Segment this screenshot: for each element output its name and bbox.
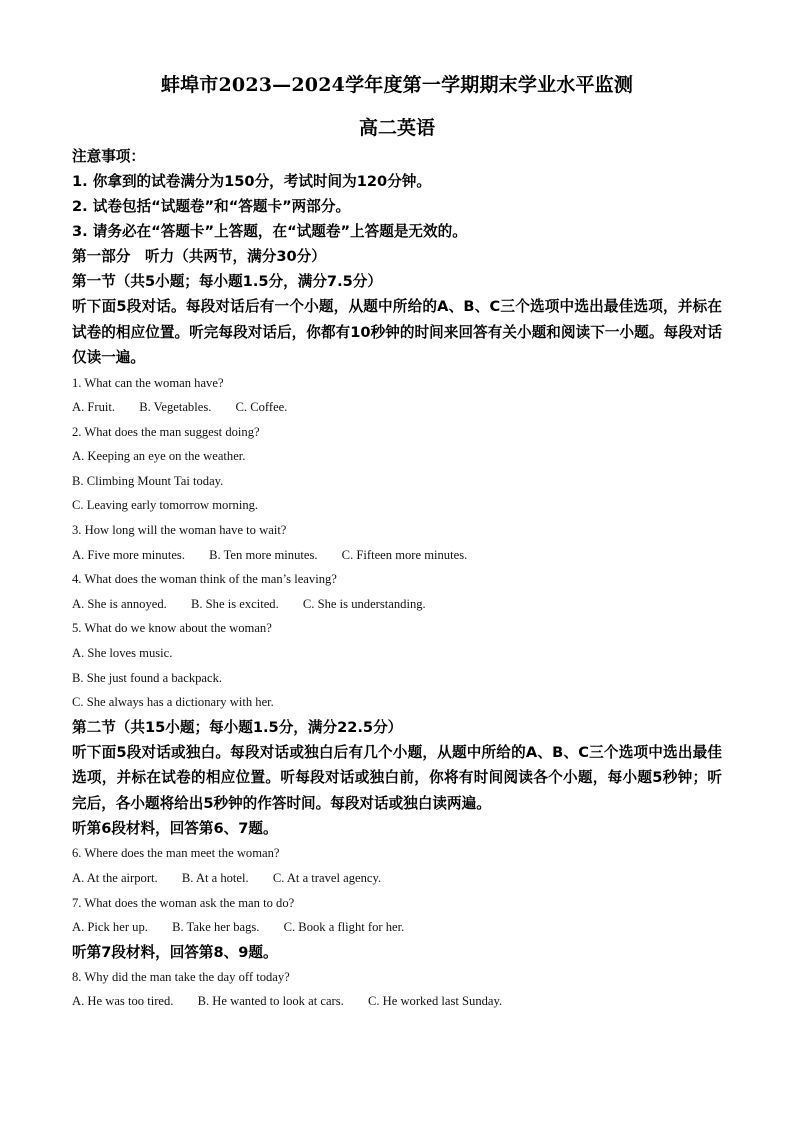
part1-heading: 第一部分 听力（共两节，满分30分）	[72, 248, 326, 265]
exam-title: 蚌埠市2023—2024学年度第一学期期末学业水平监测	[160, 74, 634, 96]
question-8-options	[72, 989, 722, 1014]
option-a: A. Fruit.	[72, 400, 116, 415]
note-item-2: 2. 试卷包括“试题卷”和“答题卡”两部分。	[72, 198, 351, 215]
material-6-heading: 听第6段材料，回答第6、7题。	[72, 820, 278, 838]
exam-content	[72, 144, 722, 1014]
option-c: C. He worked last Sunday.	[367, 994, 503, 1009]
section1-heading: 第一节（共5小题；每小题1.5分，满分7.5分）	[72, 273, 382, 290]
option-a: A. At the airport.	[72, 870, 158, 885]
question-2: 2. What does the man suggest doing?	[72, 424, 260, 439]
question-8: 8. Why did the man take the day off today?	[72, 969, 290, 984]
option-a: A. She loves music.	[72, 646, 173, 661]
option-b: B. Ten more minutes.	[209, 547, 318, 562]
question-4-options	[72, 592, 722, 617]
option-b: B. At a hotel.	[181, 870, 249, 885]
option-b: B. He wanted to look at cars.	[197, 994, 344, 1009]
option-a: A. He was too tired.	[72, 994, 174, 1009]
section2-instruction: 听下面5段对话或独白。每段对话或独白后有几个小题，从题中所给的A、B、C三个选项中选出最佳选项，并标在试卷的相应位置。听每段对话或独白前，你将有时间阅读各个小题，每小题5秒钟；听完后，各小题将给出5秒钟的作答时间。每段对话或独白读两遍。	[72, 743, 722, 812]
question-6-options	[72, 866, 722, 891]
notes-heading: 注意事项：	[72, 148, 145, 165]
question-3-options	[72, 543, 722, 568]
option-c: C. Coffee.	[235, 400, 288, 415]
option-c: C. Fifteen more minutes.	[341, 547, 468, 562]
section2-heading: 第二节（共15小题；每小题1.5分，满分22.5分）	[72, 718, 403, 736]
question-6: 6. Where does the man meet the woman?	[72, 846, 280, 861]
question-1: 1. What can the woman have?	[72, 375, 224, 390]
question-1-options	[72, 395, 722, 420]
question-7-options	[72, 915, 722, 940]
option-c: C. At a travel agency.	[272, 870, 382, 885]
option-a: A. Pick her up.	[72, 920, 148, 935]
question-5: 5. What do we know about the woman?	[72, 621, 272, 636]
option-a: A. She is annoyed.	[72, 596, 167, 611]
option-b: B. Take her bags.	[172, 920, 260, 935]
option-c: C. She always has a dictionary with her.	[72, 695, 274, 710]
option-b: B. Vegetables.	[139, 400, 212, 415]
question-3: 3. How long will the woman have to wait?	[72, 523, 287, 538]
option-c: C. She is understanding.	[302, 596, 426, 611]
option-b: B. She just found a backpack.	[72, 670, 223, 685]
material-7-heading: 听第7段材料，回答第8、9题。	[72, 943, 278, 961]
option-b: B. Climbing Mount Tai today.	[72, 473, 224, 488]
section1-instruction: 听下面5段对话。每段对话后有一个小题，从题中所给的A、B、C三个选项中选出最佳选项，并标在试卷的相应位置。听完每段对话后，你都有10秒钟的时间来回答有关小题和阅读下一小题。每段对话仅读一遍。	[72, 298, 722, 366]
question-7: 7. What does the woman ask the man to do?	[72, 895, 295, 910]
option-c: C. Leaving early tomorrow morning.	[72, 498, 259, 513]
note-item-3: 3. 请务必在“答题卡”上答题，在“试题卷”上答题是无效的。	[72, 223, 467, 240]
option-c: C. Book a flight for her.	[283, 920, 405, 935]
option-b: B. She is excited.	[190, 596, 279, 611]
exam-subtitle: 高二英语	[358, 117, 435, 139]
option-a: A. Five more minutes.	[72, 547, 185, 562]
question-4: 4. What does the woman think of the man’s leaving?	[72, 572, 337, 587]
option-a: A. Keeping an eye on the weather.	[72, 449, 246, 464]
note-item-1: 1. 你拿到的试卷满分为150分，考试时间为120分钟。	[72, 173, 431, 190]
